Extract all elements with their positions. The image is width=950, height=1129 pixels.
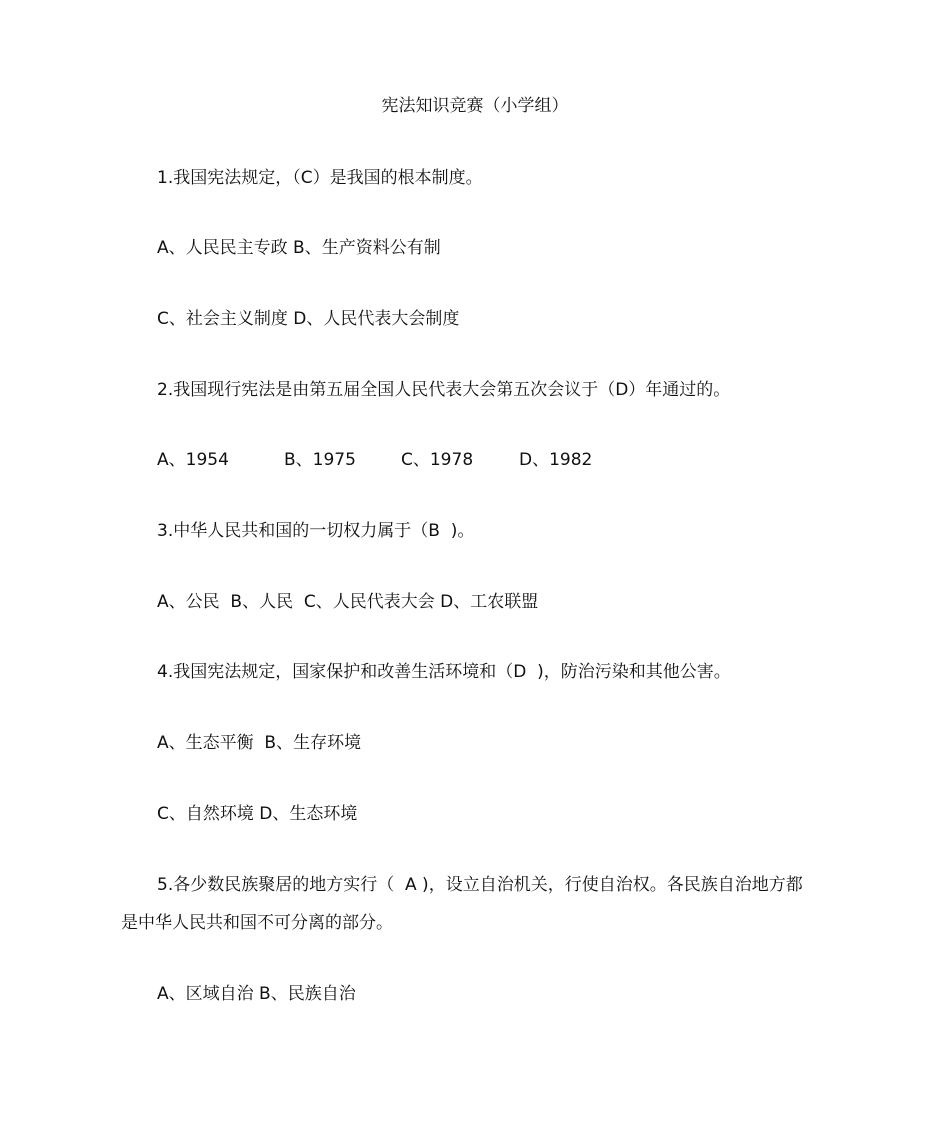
question-4-text: 4.我国宪法规定，国家保护和改善生活环境和（D )，防治污染和其他公害。 bbox=[157, 662, 731, 682]
question-2-option-b: B、1975 bbox=[284, 450, 356, 470]
question-5-text-line-2: 是中华人民共和国不可分离的部分。 bbox=[121, 913, 393, 933]
question-2-option-a: A、1954 bbox=[157, 450, 229, 470]
question-1-text: 1.我国宪法规定，（C）是我国的根本制度。 bbox=[157, 168, 483, 188]
question-3-text: 3.中华人民共和国的一切权力属于（B )。 bbox=[157, 521, 475, 541]
question-1-options-line-1: A、人民民主专政 B、生产资料公有制 bbox=[157, 238, 441, 258]
question-4-options-line-2: C、自然环境 D、生态环境 bbox=[157, 804, 358, 824]
question-2-text: 2.我国现行宪法是由第五届全国人民代表大会第五次会议于（D）年通过的。 bbox=[157, 380, 731, 400]
question-4-options-line-1: A、生态平衡 B、生存环境 bbox=[157, 733, 362, 753]
question-1-options-line-2: C、社会主义制度 D、人民代表大会制度 bbox=[157, 309, 460, 329]
question-2-option-c: C、1978 bbox=[401, 450, 474, 470]
question-5-options-line-1: A、区域自治 B、民族自治 bbox=[157, 984, 356, 1004]
document-title: 宪法知识竞赛（小学组） bbox=[381, 96, 569, 116]
question-5-text-line-1: 5.各少数民族聚居的地方实行（ A )，设立自治机关，行使自治权。各民族自治地方都 bbox=[157, 875, 803, 895]
question-2-option-d: D、1982 bbox=[519, 450, 593, 470]
question-3-options-line-1: A、公民 B、人民 C、人民代表大会 D、工农联盟 bbox=[157, 592, 539, 612]
